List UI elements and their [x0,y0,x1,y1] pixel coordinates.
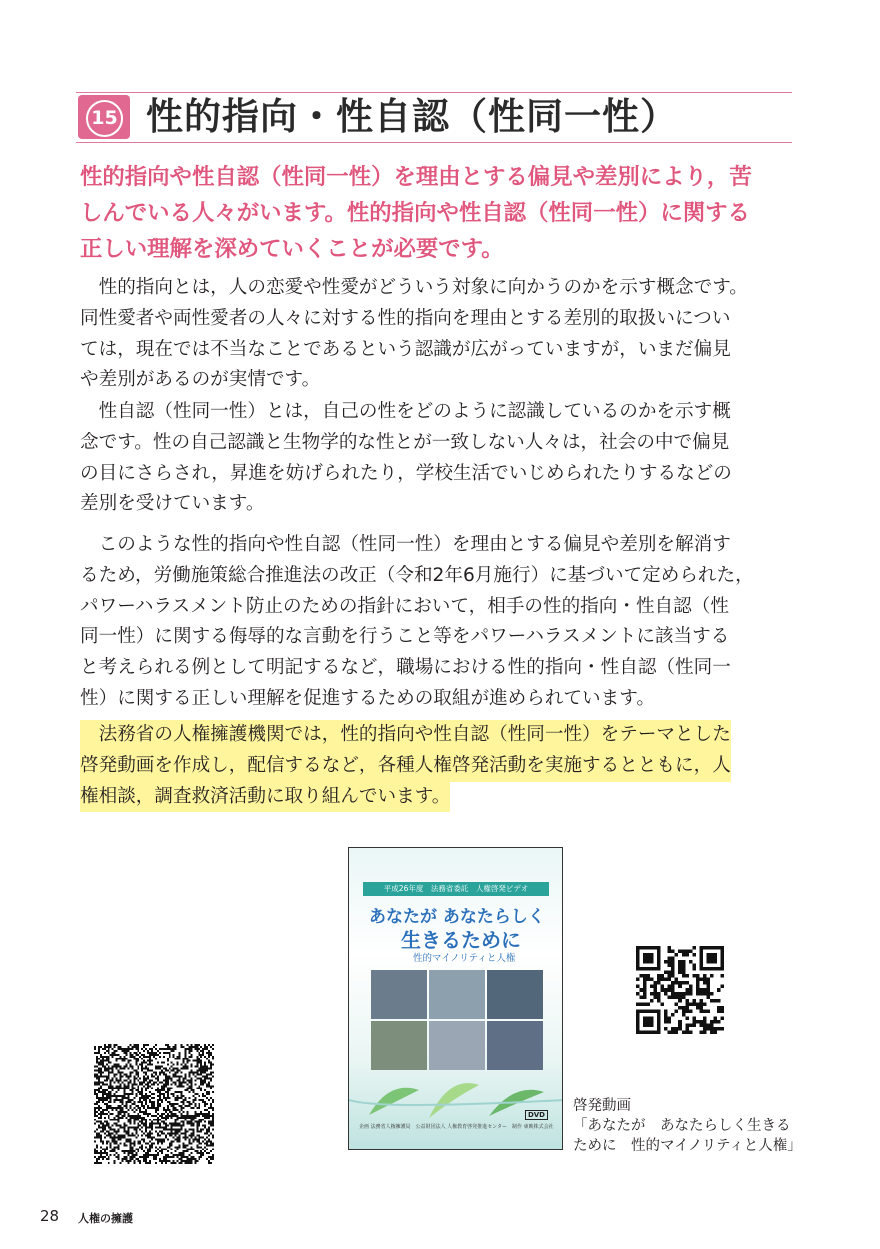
body-line: や差別があるのが実情です。 [80,369,321,391]
highlighted-line: 啓発動画を作成し，配信するなど，各種人権啓発活動を実施するとともに，人 [80,751,731,782]
heading-rule-top [76,92,792,93]
body-line: 性）に関する正しい理解を促進するための取組が進められています。 [80,687,655,709]
lead-line: 正しい理解を深めていくことが必要です。 [80,236,504,262]
caption-line: 啓発動画 [573,1098,631,1114]
cover-photo [487,970,543,1019]
qr-code-large-icon[interactable] [94,1044,214,1164]
body-line: 同一性）に関する侮辱的な言動を行うこと等をパワーハラスメントに該当する [80,626,730,648]
cover-photo [487,1021,543,1070]
video-caption [573,1096,802,1156]
cover-photo-grid [371,970,543,1070]
caption-line: 「あなたが あなたらしく生きる [573,1118,791,1134]
cover-photo [371,1021,427,1070]
body-line: と考えられる例として明記するなど，職場における性的指向・性自認（性同一 [80,657,731,679]
paragraph-sexual-orientation [80,273,792,396]
body-line: るため，労働施策総合推進法の改正（令和2年6月施行）に基づいて定められた， [80,564,754,586]
cover-photo [429,970,485,1019]
section-number-badge [78,95,130,139]
lead-text [80,159,792,267]
cover-credits: 企画 法務省人権擁護局 公益財団法人 人権教育啓発推進センター 制作 東映株式会社 [359,1124,554,1130]
paragraph-harassment-guideline [80,530,792,715]
cover-title-line1: あなたが あなたらしく [369,907,545,927]
body-line: 同性愛者や両性愛者の人々に対する性的指向を理由とする差別的取扱いについ [80,307,731,329]
paragraph-gender-identity [80,397,792,520]
body-line: 念です。性の自己認識と生物学的な性とが一致しない人々は，社会の中で偏見 [80,431,730,453]
body-line: 性自認（性同一性）とは，自己の性をどのように認識しているのかを示す概 [80,401,731,422]
highlighted-line: 法務省の人権擁護機関では，性的指向や性自認（性同一性）をテーマとした [80,720,731,751]
body-line: 差別を受けています。 [80,493,265,515]
cover-title-line2: 生きるために [401,928,521,952]
body-line: 性的指向とは，人の恋愛や性愛がどういう対象に向かうのかを示す概念です。 [80,277,748,298]
cover-subtitle: 性的マイノリティと人権 [413,953,516,964]
video-cover-image [348,847,563,1150]
heading-rule-bottom [76,142,792,143]
cover-band: 平成26年度 法務省委託 人権啓発ビデオ [363,882,549,896]
lead-line: しんでいる人々がいます。性的指向や性自認（性同一性）に関する [80,200,750,226]
body-line: パワーハラスメント防止のための指針において，相手の性的指向・性自認（性 [80,595,729,617]
section-number: 15 [86,100,123,137]
caption-line: ために 性的マイノリティと人権」 [573,1138,802,1154]
highlighted-line: 権相談，調査救済活動に取り組んでいます。 [80,782,450,813]
qr-code-icon[interactable] [636,946,724,1034]
dvd-logo: DVD [525,1110,548,1120]
paragraph-ministry-activities [80,720,792,812]
lead-line: 性的指向や性自認（性同一性）を理由とする偏見や差別により，苦 [80,164,752,190]
cover-photo [371,970,427,1019]
page-number: 28 [40,1207,60,1225]
page-title: 性的指向・性自認（性同一性） [146,95,678,138]
page-footer-label: 人権の擁護 [78,1212,133,1225]
body-line: このような性的指向や性自認（性同一性）を理由とする偏見や差別を解消す [80,534,731,555]
body-line: ては，現在では不当なことであるという認識が広がっていますが，いまだ偏見 [80,338,731,360]
cover-photo [429,1021,485,1070]
body-line: の目にさらされ，昇進を妨げられたり，学校生活でいじめられたりするなどの [80,462,732,484]
